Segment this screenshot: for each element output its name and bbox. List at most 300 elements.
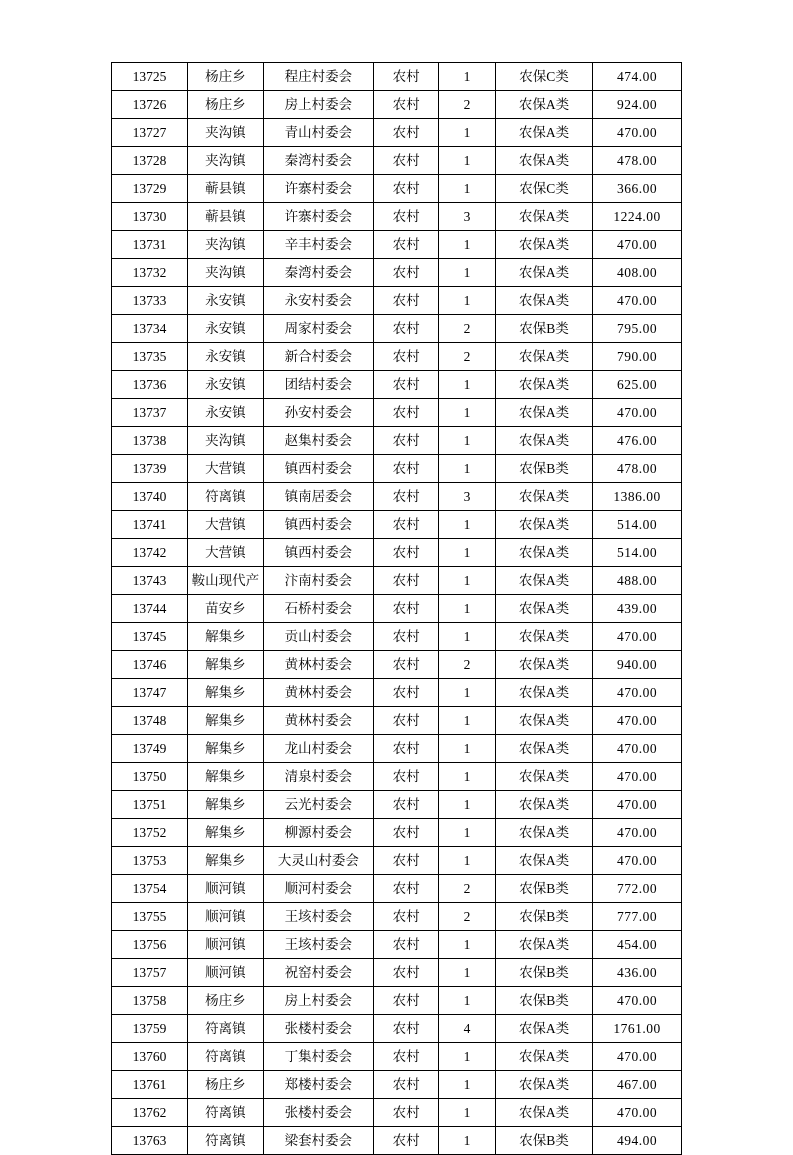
cell-town: 永安镇 — [187, 343, 263, 371]
cell-category: 农保A类 — [495, 763, 592, 791]
amount-value: 625.00 — [617, 377, 658, 392]
cell-type: 农村 — [373, 203, 438, 231]
cell-category: 农保A类 — [495, 371, 592, 399]
cell-village: 柳源村委会 — [263, 819, 373, 847]
cell-type: 农村 — [373, 483, 438, 511]
cell-type: 农村 — [373, 259, 438, 287]
cell-id: 13753 — [112, 847, 188, 875]
amount-value: 940.00 — [617, 657, 658, 672]
cell-type: 农村 — [373, 119, 438, 147]
cell-town: 苗安乡 — [187, 595, 263, 623]
cell-category: 农保A类 — [495, 707, 592, 735]
cell-amount — [593, 91, 682, 119]
amount-value: 494.00 — [617, 1133, 658, 1148]
cell-count: 1 — [439, 1099, 496, 1127]
cell-town: 夹沟镇 — [187, 231, 263, 259]
amount-value: 467.00 — [617, 1077, 658, 1092]
cell-id: 13737 — [112, 399, 188, 427]
cell-id: 13730 — [112, 203, 188, 231]
cell-category: 农保A类 — [495, 651, 592, 679]
table-row — [112, 651, 682, 679]
cell-amount — [593, 707, 682, 735]
cell-category: 农保A类 — [495, 819, 592, 847]
amount-value: 454.00 — [617, 937, 658, 952]
cell-type: 农村 — [373, 595, 438, 623]
cell-count: 1 — [439, 147, 496, 175]
amount-value: 795.00 — [617, 321, 658, 336]
amount-value: 1761.00 — [613, 1021, 661, 1036]
amount-value: 478.00 — [617, 461, 658, 476]
table-row — [112, 455, 682, 483]
cell-town: 夹沟镇 — [187, 259, 263, 287]
cell-id: 13735 — [112, 343, 188, 371]
cell-amount — [593, 371, 682, 399]
cell-type: 农村 — [373, 91, 438, 119]
cell-town: 蕲县镇 — [187, 175, 263, 203]
cell-amount — [593, 847, 682, 875]
cell-type: 农村 — [373, 1043, 438, 1071]
amount-value: 470.00 — [617, 405, 658, 420]
cell-id: 13726 — [112, 91, 188, 119]
cell-town: 解集乡 — [187, 651, 263, 679]
cell-category: 农保A类 — [495, 791, 592, 819]
cell-category: 农保A类 — [495, 847, 592, 875]
cell-category: 农保A类 — [495, 427, 592, 455]
amount-value: 470.00 — [617, 993, 658, 1008]
amount-value: 470.00 — [617, 685, 658, 700]
cell-count: 1 — [439, 847, 496, 875]
amount-value: 1386.00 — [613, 489, 661, 504]
amount-value: 488.00 — [617, 573, 658, 588]
cell-town: 大营镇 — [187, 455, 263, 483]
table-row — [112, 175, 682, 203]
cell-type: 农村 — [373, 791, 438, 819]
cell-type: 农村 — [373, 735, 438, 763]
cell-amount — [593, 427, 682, 455]
cell-village: 房上村委会 — [263, 91, 373, 119]
cell-town: 永安镇 — [187, 287, 263, 315]
cell-count: 1 — [439, 231, 496, 259]
cell-count: 2 — [439, 315, 496, 343]
cell-id: 13761 — [112, 1071, 188, 1099]
cell-category: 农保A类 — [495, 231, 592, 259]
cell-type: 农村 — [373, 875, 438, 903]
cell-amount — [593, 203, 682, 231]
cell-type: 农村 — [373, 847, 438, 875]
cell-amount — [593, 679, 682, 707]
cell-id: 13725 — [112, 63, 188, 91]
table-row — [112, 231, 682, 259]
cell-category: 农保B类 — [495, 1127, 592, 1155]
table-row — [112, 735, 682, 763]
cell-category: 农保A类 — [495, 119, 592, 147]
cell-village: 祝窑村委会 — [263, 959, 373, 987]
cell-type: 农村 — [373, 175, 438, 203]
cell-id: 13756 — [112, 931, 188, 959]
cell-amount — [593, 315, 682, 343]
cell-category: 农保B类 — [495, 875, 592, 903]
cell-category: 农保A类 — [495, 1071, 592, 1099]
cell-amount — [593, 1043, 682, 1071]
cell-amount — [593, 175, 682, 203]
cell-id: 13729 — [112, 175, 188, 203]
cell-count: 1 — [439, 595, 496, 623]
cell-category: 农保A类 — [495, 147, 592, 175]
cell-amount — [593, 63, 682, 91]
cell-town: 杨庄乡 — [187, 91, 263, 119]
cell-type: 农村 — [373, 231, 438, 259]
cell-count: 1 — [439, 175, 496, 203]
cell-village: 房上村委会 — [263, 987, 373, 1015]
amount-value: 470.00 — [617, 769, 658, 784]
cell-count: 1 — [439, 623, 496, 651]
amount-value: 439.00 — [617, 601, 658, 616]
cell-village: 石桥村委会 — [263, 595, 373, 623]
table-row — [112, 539, 682, 567]
cell-id: 13733 — [112, 287, 188, 315]
cell-count: 1 — [439, 763, 496, 791]
cell-id: 13734 — [112, 315, 188, 343]
cell-amount — [593, 539, 682, 567]
cell-category: 农保C类 — [495, 175, 592, 203]
cell-type: 农村 — [373, 1127, 438, 1155]
cell-count: 1 — [439, 259, 496, 287]
cell-town: 鞍山现代产 — [187, 567, 263, 595]
cell-type: 农村 — [373, 455, 438, 483]
cell-village: 郑楼村委会 — [263, 1071, 373, 1099]
cell-id: 13748 — [112, 707, 188, 735]
table-row — [112, 819, 682, 847]
cell-amount — [593, 595, 682, 623]
cell-type: 农村 — [373, 931, 438, 959]
cell-category: 农保B类 — [495, 455, 592, 483]
cell-amount — [593, 959, 682, 987]
table-row — [112, 287, 682, 315]
cell-count: 3 — [439, 203, 496, 231]
table-row — [112, 427, 682, 455]
cell-type: 农村 — [373, 147, 438, 175]
cell-amount — [593, 567, 682, 595]
cell-type: 农村 — [373, 903, 438, 931]
cell-count: 4 — [439, 1015, 496, 1043]
amount-value: 470.00 — [617, 629, 658, 644]
table-row — [112, 203, 682, 231]
cell-village: 许寨村委会 — [263, 175, 373, 203]
cell-village: 周家村委会 — [263, 315, 373, 343]
amount-value: 772.00 — [617, 881, 658, 896]
table-row — [112, 1043, 682, 1071]
cell-type: 农村 — [373, 987, 438, 1015]
amount-value: 470.00 — [617, 825, 658, 840]
amount-value: 408.00 — [617, 265, 658, 280]
cell-type: 农村 — [373, 707, 438, 735]
cell-amount — [593, 343, 682, 371]
cell-type: 农村 — [373, 427, 438, 455]
cell-village: 秦湾村委会 — [263, 259, 373, 287]
cell-village: 王垓村委会 — [263, 903, 373, 931]
cell-count: 2 — [439, 91, 496, 119]
cell-count: 1 — [439, 399, 496, 427]
cell-village: 贡山村委会 — [263, 623, 373, 651]
table-row — [112, 959, 682, 987]
table-row — [112, 567, 682, 595]
cell-village: 镇西村委会 — [263, 539, 373, 567]
cell-town: 解集乡 — [187, 707, 263, 735]
cell-count: 2 — [439, 875, 496, 903]
cell-type: 农村 — [373, 63, 438, 91]
cell-amount — [593, 147, 682, 175]
cell-type: 农村 — [373, 1099, 438, 1127]
cell-village: 清泉村委会 — [263, 763, 373, 791]
cell-count: 1 — [439, 119, 496, 147]
table-row — [112, 119, 682, 147]
cell-id: 13742 — [112, 539, 188, 567]
cell-count: 1 — [439, 287, 496, 315]
table-row — [112, 1127, 682, 1155]
cell-town: 大营镇 — [187, 539, 263, 567]
cell-id: 13755 — [112, 903, 188, 931]
table-row — [112, 371, 682, 399]
table-row — [112, 315, 682, 343]
subsidy-table — [111, 62, 682, 1155]
cell-village: 云光村委会 — [263, 791, 373, 819]
cell-type: 农村 — [373, 315, 438, 343]
cell-type: 农村 — [373, 371, 438, 399]
cell-id: 13757 — [112, 959, 188, 987]
cell-town: 夹沟镇 — [187, 427, 263, 455]
cell-village: 黄林村委会 — [263, 707, 373, 735]
cell-id: 13736 — [112, 371, 188, 399]
cell-id: 13751 — [112, 791, 188, 819]
cell-village: 镇西村委会 — [263, 511, 373, 539]
table-row — [112, 259, 682, 287]
amount-value: 436.00 — [617, 965, 658, 980]
cell-amount — [593, 651, 682, 679]
cell-town: 解集乡 — [187, 679, 263, 707]
cell-town: 解集乡 — [187, 847, 263, 875]
amount-value: 470.00 — [617, 853, 658, 868]
table-row — [112, 707, 682, 735]
cell-category: 农保A类 — [495, 679, 592, 707]
cell-type: 农村 — [373, 959, 438, 987]
cell-amount — [593, 1071, 682, 1099]
cell-amount — [593, 511, 682, 539]
table-row — [112, 903, 682, 931]
cell-count: 1 — [439, 987, 496, 1015]
cell-town: 夹沟镇 — [187, 147, 263, 175]
cell-id: 13732 — [112, 259, 188, 287]
table-row — [112, 91, 682, 119]
cell-count: 1 — [439, 63, 496, 91]
cell-id: 13749 — [112, 735, 188, 763]
cell-town: 顺河镇 — [187, 931, 263, 959]
cell-id: 13727 — [112, 119, 188, 147]
cell-amount — [593, 1015, 682, 1043]
cell-town: 大营镇 — [187, 511, 263, 539]
amount-value: 470.00 — [617, 125, 658, 140]
amount-value: 470.00 — [617, 741, 658, 756]
cell-id: 13746 — [112, 651, 188, 679]
cell-type: 农村 — [373, 1015, 438, 1043]
cell-category: 农保A类 — [495, 567, 592, 595]
cell-town: 杨庄乡 — [187, 987, 263, 1015]
amount-value: 777.00 — [617, 909, 658, 924]
cell-id: 13747 — [112, 679, 188, 707]
cell-category: 农保A类 — [495, 287, 592, 315]
cell-id: 13743 — [112, 567, 188, 595]
cell-id: 13731 — [112, 231, 188, 259]
cell-count: 1 — [439, 567, 496, 595]
cell-type: 农村 — [373, 343, 438, 371]
cell-town: 符离镇 — [187, 1015, 263, 1043]
cell-category: 农保B类 — [495, 315, 592, 343]
amount-value: 366.00 — [617, 181, 658, 196]
cell-amount — [593, 455, 682, 483]
cell-town: 解集乡 — [187, 623, 263, 651]
cell-category: 农保A类 — [495, 1043, 592, 1071]
cell-count: 2 — [439, 343, 496, 371]
cell-town: 夹沟镇 — [187, 119, 263, 147]
table-body — [112, 63, 682, 1155]
cell-count: 3 — [439, 483, 496, 511]
cell-amount — [593, 259, 682, 287]
amount-value: 924.00 — [617, 97, 658, 112]
cell-village: 黄林村委会 — [263, 679, 373, 707]
cell-id: 13744 — [112, 595, 188, 623]
cell-town: 符离镇 — [187, 1099, 263, 1127]
cell-id: 13759 — [112, 1015, 188, 1043]
cell-category: 农保A类 — [495, 623, 592, 651]
cell-village: 梁套村委会 — [263, 1127, 373, 1155]
cell-amount — [593, 875, 682, 903]
cell-count: 1 — [439, 735, 496, 763]
cell-id: 13739 — [112, 455, 188, 483]
cell-category: 农保A类 — [495, 539, 592, 567]
cell-category: 农保A类 — [495, 343, 592, 371]
cell-town: 解集乡 — [187, 763, 263, 791]
cell-id: 13728 — [112, 147, 188, 175]
cell-amount — [593, 119, 682, 147]
cell-village: 辛丰村委会 — [263, 231, 373, 259]
cell-amount — [593, 987, 682, 1015]
cell-category: 农保A类 — [495, 91, 592, 119]
cell-type: 农村 — [373, 511, 438, 539]
cell-type: 农村 — [373, 567, 438, 595]
amount-value: 474.00 — [617, 69, 658, 84]
amount-value: 470.00 — [617, 1105, 658, 1120]
cell-category: 农保A类 — [495, 1099, 592, 1127]
cell-village: 顺河村委会 — [263, 875, 373, 903]
cell-town: 永安镇 — [187, 315, 263, 343]
cell-amount — [593, 483, 682, 511]
cell-count: 1 — [439, 1127, 496, 1155]
cell-id: 13754 — [112, 875, 188, 903]
cell-village: 团结村委会 — [263, 371, 373, 399]
table-row — [112, 987, 682, 1015]
amount-value: 470.00 — [617, 237, 658, 252]
cell-village: 张楼村委会 — [263, 1015, 373, 1043]
cell-village: 张楼村委会 — [263, 1099, 373, 1127]
cell-village: 大灵山村委会 — [263, 847, 373, 875]
cell-amount — [593, 287, 682, 315]
cell-village: 镇南居委会 — [263, 483, 373, 511]
cell-town: 杨庄乡 — [187, 1071, 263, 1099]
cell-count: 1 — [439, 679, 496, 707]
cell-type: 农村 — [373, 763, 438, 791]
cell-count: 2 — [439, 651, 496, 679]
cell-count: 1 — [439, 455, 496, 483]
table-row — [112, 679, 682, 707]
cell-town: 永安镇 — [187, 371, 263, 399]
cell-category: 农保A类 — [495, 203, 592, 231]
table-row — [112, 1015, 682, 1043]
cell-village: 孙安村委会 — [263, 399, 373, 427]
cell-type: 农村 — [373, 287, 438, 315]
cell-count: 1 — [439, 511, 496, 539]
cell-category: 农保A类 — [495, 259, 592, 287]
table-row — [112, 875, 682, 903]
amount-value: 470.00 — [617, 713, 658, 728]
table-row — [112, 1099, 682, 1127]
cell-village: 青山村委会 — [263, 119, 373, 147]
cell-category: 农保A类 — [495, 595, 592, 623]
cell-category: 农保A类 — [495, 931, 592, 959]
amount-value: 470.00 — [617, 797, 658, 812]
table-row — [112, 399, 682, 427]
cell-id: 13745 — [112, 623, 188, 651]
cell-village: 赵集村委会 — [263, 427, 373, 455]
cell-amount — [593, 791, 682, 819]
cell-count: 1 — [439, 931, 496, 959]
cell-category: 农保B类 — [495, 959, 592, 987]
cell-amount — [593, 1099, 682, 1127]
cell-id: 13750 — [112, 763, 188, 791]
cell-amount — [593, 763, 682, 791]
table-row — [112, 595, 682, 623]
cell-amount — [593, 735, 682, 763]
cell-village: 黄林村委会 — [263, 651, 373, 679]
cell-village: 丁集村委会 — [263, 1043, 373, 1071]
cell-count: 1 — [439, 1043, 496, 1071]
amount-value: 790.00 — [617, 349, 658, 364]
cell-category: 农保A类 — [495, 1015, 592, 1043]
cell-amount — [593, 903, 682, 931]
cell-category: 农保B类 — [495, 987, 592, 1015]
amount-value: 1224.00 — [613, 209, 661, 224]
cell-amount — [593, 819, 682, 847]
cell-village: 永安村委会 — [263, 287, 373, 315]
cell-town: 顺河镇 — [187, 875, 263, 903]
table-row — [112, 763, 682, 791]
cell-category: 农保A类 — [495, 483, 592, 511]
cell-type: 农村 — [373, 399, 438, 427]
cell-count: 1 — [439, 707, 496, 735]
cell-id: 13752 — [112, 819, 188, 847]
cell-count: 1 — [439, 791, 496, 819]
cell-count: 1 — [439, 371, 496, 399]
amount-value: 476.00 — [617, 433, 658, 448]
cell-amount — [593, 1127, 682, 1155]
cell-village: 汴南村委会 — [263, 567, 373, 595]
cell-id: 13740 — [112, 483, 188, 511]
amount-value: 514.00 — [617, 517, 658, 532]
cell-town: 符离镇 — [187, 1043, 263, 1071]
cell-village: 新合村委会 — [263, 343, 373, 371]
cell-village: 镇西村委会 — [263, 455, 373, 483]
table-row — [112, 483, 682, 511]
cell-town: 解集乡 — [187, 791, 263, 819]
table-row — [112, 511, 682, 539]
